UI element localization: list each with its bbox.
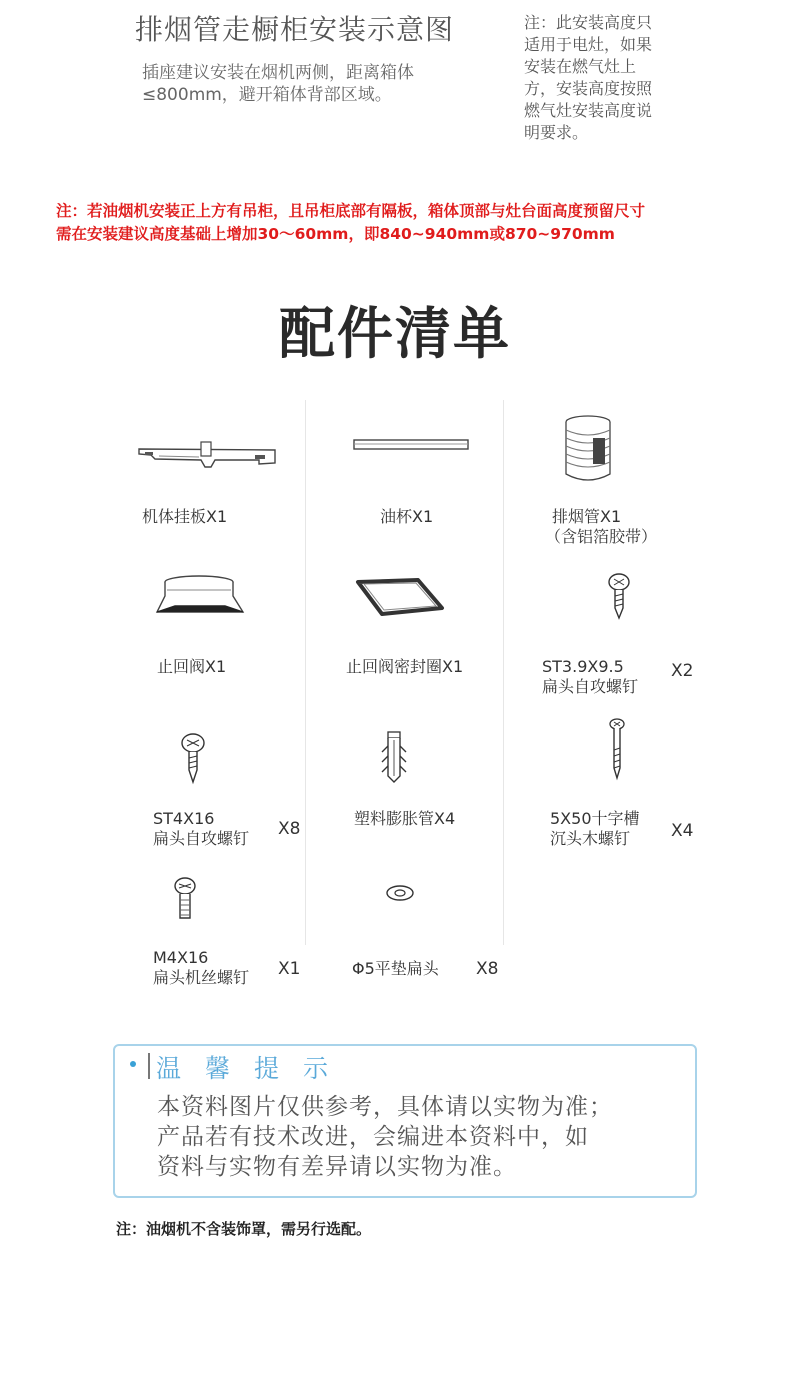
part-label-sub: 扁头自攻螺钉 [542,677,639,696]
part-label: M4X16 [153,948,209,967]
part-label-sub: 扁头机丝螺钉 [153,968,250,987]
footer-note: 注：油烟机不含装饰罩，需另行选配。 [116,1220,372,1238]
part-label-sub: 扁头自攻螺钉 [153,829,250,848]
part-machine-screw [115,850,305,995]
part-quantity: X1 [278,959,301,979]
seal-ring-icon [318,560,508,705]
hanging-plate-icon [115,410,305,555]
grid-divider [305,400,306,945]
cabinet-warning [56,200,756,246]
divider [148,1053,150,1079]
part-label: 油杯X1 [380,507,434,526]
part-label-sub: 沉头木螺钉 [550,829,631,848]
part-st39-screw [525,560,715,705]
part-quantity: X2 [671,661,694,681]
check-valve-icon [115,560,305,705]
tips-line-2: 产品若有技术改进，会编进本资料中，如 [157,1124,589,1150]
part-label: 机体挂板X1 [142,507,228,526]
part-quantity: X4 [671,821,694,841]
part-label: 止回阀密封圈X1 [346,657,464,676]
part-label: ST4X16 [153,809,215,828]
part-flat-washer [318,850,508,995]
part-quantity: X8 [476,959,499,979]
part-label: 排烟管X1 [552,507,622,526]
height-note: 注：此安装高度只适用于电灶，如果安装在燃气灶上方，安装高度按照燃气灶安装高度说明要求。 [524,13,653,142]
part-label: 塑料膨胀管X4 [354,809,456,828]
part-label: 止回阀X1 [157,657,227,676]
part-expansion-anchor [318,710,508,855]
diagram-title: 排烟管走橱柜安装示意图 [135,13,455,46]
socket-note: 插座建议安装在烟机两侧，距离箱体≤800mm，避开箱体背部区域。 [142,63,414,105]
warning-line-1: 注：若油烟机安装正上方有吊柜，且吊柜底部有隔板，箱体顶部与灶台面高度预留尺寸 [56,202,646,220]
part-quantity: X8 [278,819,301,839]
part-label-sub: （含铝箔胶带） [545,527,658,546]
oil-cup-icon [318,410,508,555]
tips-body [157,1092,677,1182]
part-hanging-plate [115,410,305,555]
part-seal-ring [318,560,508,705]
part-exhaust-pipe [525,410,715,555]
tips-line-1: 本资料图片仅供参考，具体请以实物为准； [157,1094,613,1120]
part-oil-cup [318,410,508,555]
part-label: 5X50十字槽 [550,809,640,828]
part-check-valve [115,560,305,705]
tips-line-3: 资料与实物有差异请以实物为准。 [157,1154,517,1180]
part-label: Φ5平垫扁头 [352,959,439,978]
part-wood-screw [525,710,715,855]
parts-list-title: 配件清单 [279,302,511,367]
part-st4-screw [115,710,305,855]
bullet-icon [130,1061,136,1067]
warning-line-2: 需在安装建议高度基础上增加30～60mm，即840~940mm或870~970mm [56,225,615,243]
tips-title: 温馨提示 [156,1054,353,1083]
expansion-anchor-icon [318,710,508,855]
part-label: ST3.9X9.5 [542,657,624,676]
